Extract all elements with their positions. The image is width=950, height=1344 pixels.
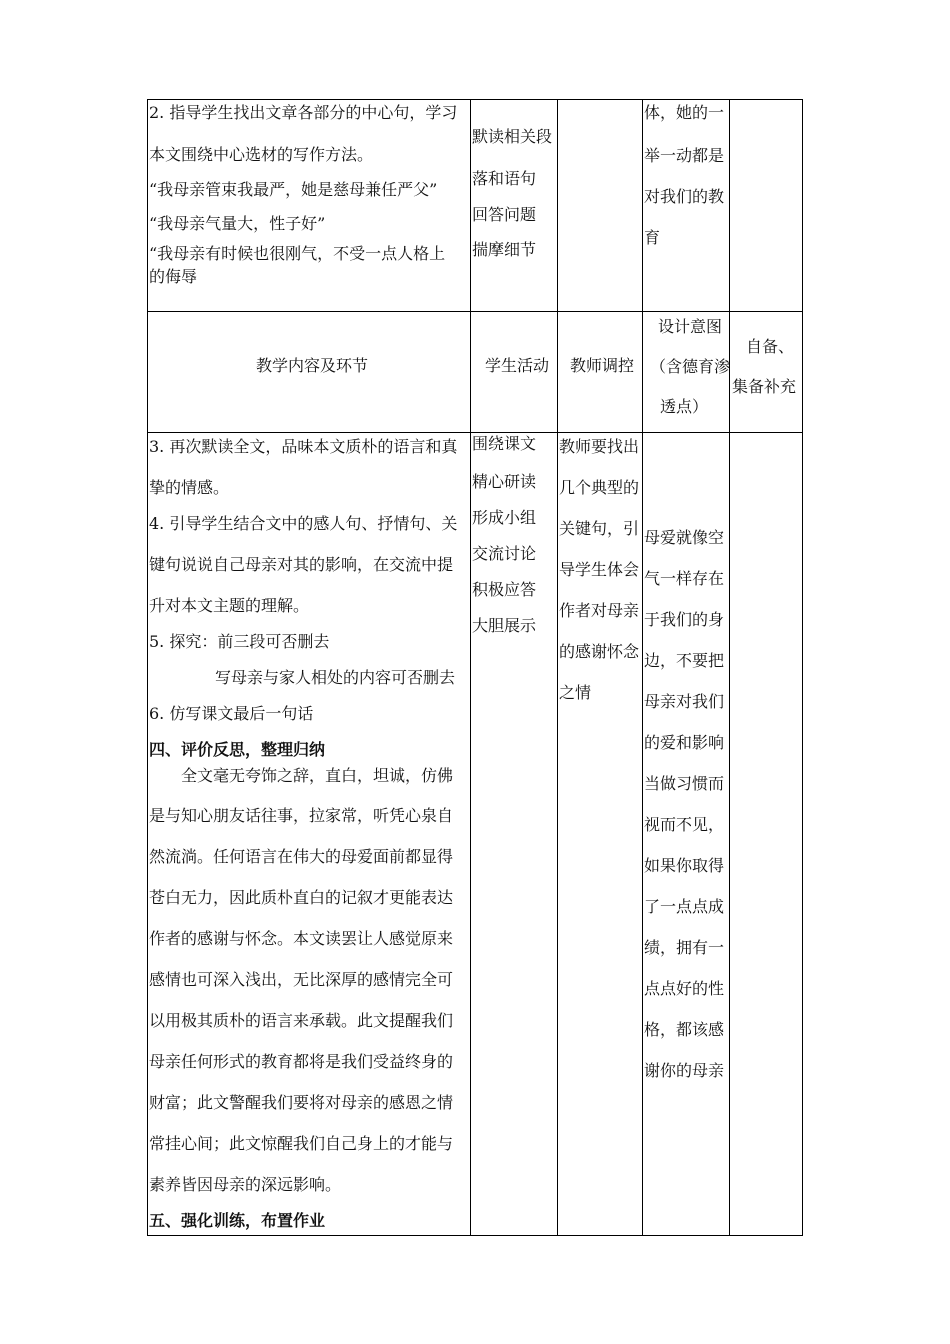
top-student-activity: 揣摩细节 — [472, 240, 537, 259]
table-col-line-5 — [802, 99, 803, 1236]
body-content-line: 感情也可深入浅出，无比深厚的感情完全可 — [149, 970, 454, 989]
top-student-activity: 落和语句 — [472, 169, 537, 188]
teacher-guidance-line: 的感谢怀念 — [559, 642, 640, 661]
design-intent-line: 气一样存在 — [644, 569, 725, 588]
student-activity-line: 大胆展示 — [472, 616, 537, 635]
table-col-line-1 — [470, 99, 471, 1236]
design-intent-line: 绩，拥有一 — [644, 938, 725, 957]
top-design-intent: 举一动都是 — [644, 146, 725, 165]
top-content-line: 2. 指导学生找出文章各部分的中心句，学习 — [149, 103, 458, 122]
header-design: （含德育渗 — [650, 357, 731, 376]
header-design: 设计意图 — [658, 317, 723, 336]
design-intent-line: 视而不见， — [644, 815, 725, 834]
section-heading: 五、强化训练，布置作业 — [149, 1211, 326, 1230]
body-content-line: 写母亲与家人相处的内容可否删去 — [215, 668, 456, 687]
body-content-line: 3. 再次默读全文，品味本文质朴的语言和真 — [149, 437, 458, 456]
design-intent-line: 如果你取得 — [644, 856, 725, 875]
top-content-line: 的侮辱 — [149, 267, 198, 286]
top-student-activity: 回答问题 — [472, 205, 537, 224]
design-intent-line: 当做习惯而 — [644, 774, 725, 793]
body-content-line: 财富；此文警醒我们要将对母亲的感恩之情 — [149, 1093, 454, 1112]
student-activity-line: 交流讨论 — [472, 544, 537, 563]
top-design-intent: 对我们的教 — [644, 187, 725, 206]
student-activity-line: 精心研读 — [472, 472, 537, 491]
design-intent-line: 的爱和影响 — [644, 733, 725, 752]
design-intent-line: 边，不要把 — [644, 651, 725, 670]
header-design: 透点） — [660, 397, 709, 416]
body-content-line: 然流淌。任何语言在伟大的母爱面前都显得 — [149, 847, 454, 866]
design-intent-line: 格，都该感 — [644, 1020, 725, 1039]
top-content-line: “我母亲管束我最严，她是慈母兼任严父” — [149, 180, 438, 199]
body-content-line: 母亲任何形式的教育都将是我们受益终身的 — [149, 1052, 454, 1071]
header-supplement: 集备补充 — [732, 377, 797, 396]
teacher-guidance-line: 教师要找出 — [559, 437, 640, 456]
top-content-line: “我母亲气量大，性子好” — [149, 214, 326, 233]
table-divider-2 — [147, 432, 803, 433]
design-intent-line: 母亲对我们 — [644, 692, 725, 711]
design-intent-line: 点点好的性 — [644, 979, 725, 998]
body-content-line: 5. 探究：前三段可否删去 — [149, 632, 330, 651]
section-heading: 四、评价反思，整理归纳 — [149, 740, 326, 759]
table-border-top — [147, 99, 803, 100]
student-activity-line: 积极应答 — [472, 580, 537, 599]
body-content-line: 4. 引导学生结合文中的感人句、抒情句、关 — [149, 514, 458, 533]
table-col-line-4 — [729, 99, 730, 1236]
body-content-line: 作者的感谢与怀念。本文读罢让人感觉原来 — [149, 929, 454, 948]
teacher-guidance-line: 导学生体会 — [559, 560, 640, 579]
table-divider-1 — [147, 311, 803, 312]
header-supplement: 自备、 — [746, 337, 795, 356]
top-design-intent: 体，她的一 — [644, 103, 725, 122]
header-content: 教学内容及环节 — [256, 356, 369, 375]
teacher-guidance-line: 作者对母亲 — [559, 601, 640, 620]
design-intent-line: 了一点点成 — [644, 897, 725, 916]
teacher-guidance-line: 关键句，引 — [559, 519, 640, 538]
design-intent-line: 谢你的母亲 — [644, 1061, 725, 1080]
body-content-line: 全文毫无夸饰之辞，直白，坦诚，仿佛 — [181, 766, 454, 785]
body-content-line: 素养皆因母亲的深远影响。 — [149, 1175, 342, 1194]
body-content-line: 6. 仿写课文最后一句话 — [149, 704, 314, 723]
table-col-line-3 — [642, 99, 643, 1236]
teacher-guidance-line: 之情 — [559, 683, 592, 702]
top-design-intent: 育 — [644, 228, 661, 247]
student-activity-line: 围绕课文 — [472, 434, 537, 453]
design-intent-line: 于我们的身 — [644, 610, 725, 629]
body-content-line: 常挂心间；此文惊醒我们自己身上的才能与 — [149, 1134, 454, 1153]
header-teacher: 教师调控 — [570, 356, 635, 375]
body-content-line: 升对本文主题的理解。 — [149, 596, 310, 615]
top-student-activity: 默读相关段 — [472, 127, 553, 146]
table-col-line-2 — [557, 99, 558, 1236]
table-col-line-0 — [147, 99, 148, 1236]
body-content-line: 以用极其质朴的语言来承载。此文提醒我们 — [149, 1011, 454, 1030]
table-border-bottom — [147, 1235, 803, 1236]
top-content-line: 本文围绕中心选材的写作方法。 — [149, 145, 374, 164]
top-content-line: “我母亲有时候也很刚气，不受一点人格上 — [149, 244, 446, 263]
body-content-line: 键句说说自己母亲对其的影响，在交流中提 — [149, 555, 454, 574]
student-activity-line: 形成小组 — [472, 508, 537, 527]
teacher-guidance-line: 几个典型的 — [559, 478, 640, 497]
body-content-line: 挚的情感。 — [149, 478, 230, 497]
design-intent-line: 母爱就像空 — [644, 528, 725, 547]
body-content-line: 苍白无力，因此质朴直白的记叙才更能表达 — [149, 888, 454, 907]
header-student: 学生活动 — [485, 356, 550, 375]
body-content-line: 是与知心朋友话往事，拉家常，听凭心泉自 — [149, 806, 454, 825]
